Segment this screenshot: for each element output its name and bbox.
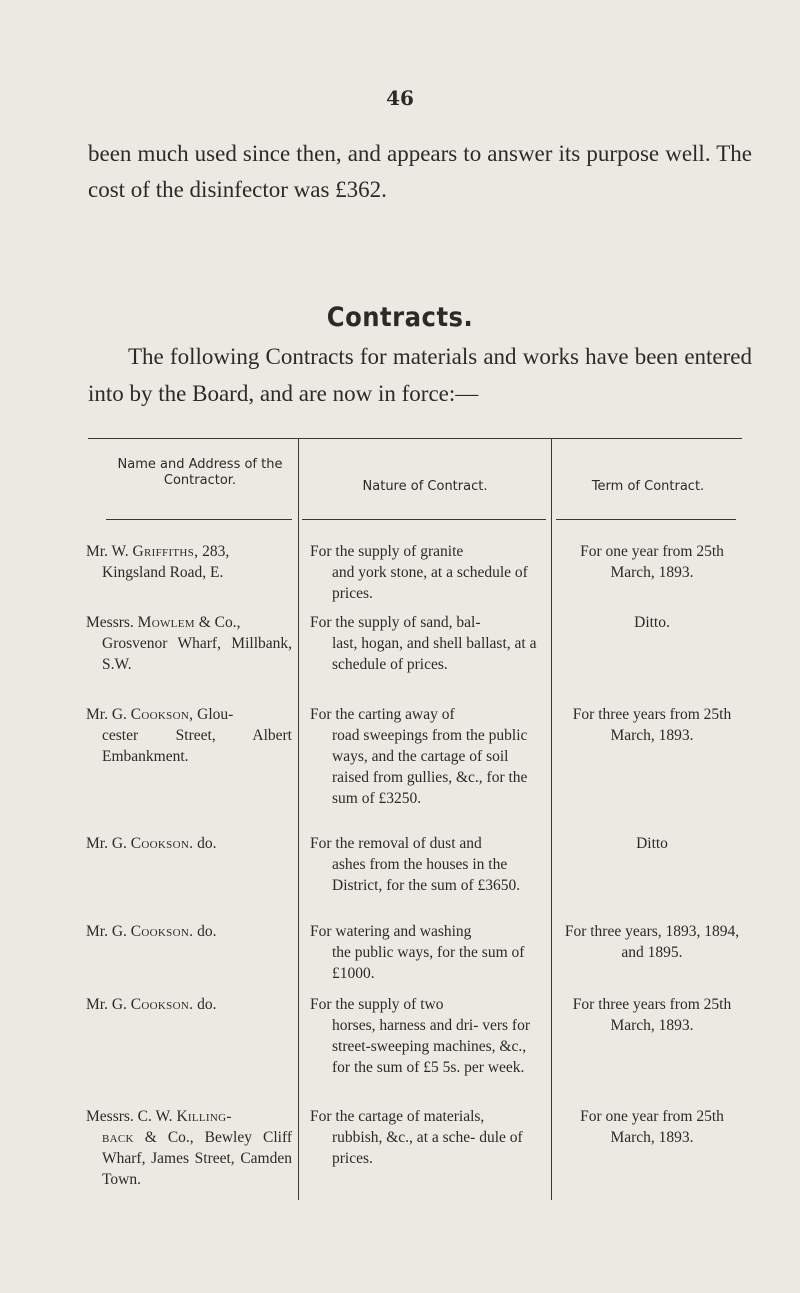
- contractor-name: Cookson.: [130, 996, 194, 1013]
- nature-continuation: the public ways, for the sum of £1000.: [332, 944, 525, 982]
- term-cell: For one year from 25th March, 1893.: [580, 1108, 724, 1146]
- contractor-address: back & Co., Bewley Cliff Wharf, James Street, Camden Town.: [102, 1129, 292, 1188]
- contractor-address-first: do.: [193, 923, 217, 940]
- nature-continuation: horses, harness and dri- vers for street-sweeping machines, &c., for the sum of £5 5s. per week.: [332, 1017, 530, 1076]
- contractor-cell: [86, 541, 292, 583]
- contractor-prefix: Messrs.: [86, 614, 138, 631]
- contractor-address-first: 283,: [198, 543, 230, 560]
- header-contractor: Name and Address of the Contractor.: [117, 457, 283, 488]
- contractor-address: Grosvenor Wharf, Millbank, S.W.: [102, 635, 292, 673]
- header-underline-2: [302, 519, 546, 520]
- contractor-cell: [86, 994, 292, 1015]
- contractor-name: Cookson.: [130, 835, 194, 852]
- contractor-address-first: Glou-: [193, 706, 234, 723]
- contractor-prefix: Mr. W.: [86, 543, 133, 560]
- term-cell: For three years from 25th March, 1893.: [572, 706, 732, 744]
- contractor-address-first: & Co.,: [194, 614, 241, 631]
- contractor-prefix: Mr. G.: [86, 923, 131, 940]
- column-divider-2: [551, 438, 552, 1200]
- contractor-address: Kingsland Road, E.: [102, 564, 224, 581]
- nature-first-line: For watering and washing: [310, 923, 472, 940]
- contractor-name: Killing-: [176, 1108, 232, 1125]
- contractor-name: Cookson.: [130, 923, 194, 940]
- header-underline-1: [106, 519, 292, 520]
- nature-continuation: last, hogan, and shell ballast, at a schedule of prices.: [332, 635, 537, 673]
- nature-cell: [310, 921, 543, 984]
- nature-continuation: and york stone, at a schedule of prices.: [332, 564, 528, 602]
- contractor-prefix: Mr. G.: [86, 706, 131, 723]
- contractor-cell: [86, 921, 292, 942]
- term-cell: For one year from 25th March, 1893.: [580, 543, 724, 581]
- nature-cell: [310, 833, 543, 896]
- contractor-name: Griffiths,: [132, 543, 199, 560]
- contractor-name: Cookson,: [130, 706, 194, 723]
- nature-cell: [310, 541, 543, 604]
- header-term: Term of Contract.: [591, 479, 705, 494]
- contractor-prefix: Mr. G.: [86, 996, 131, 1013]
- contractor-cell: [86, 833, 292, 854]
- term-cell: For three years from 25th March, 1893.: [572, 996, 732, 1034]
- nature-first-line: For the supply of granite: [310, 543, 464, 560]
- contractor-prefix: Messrs. C. W.: [86, 1108, 177, 1125]
- page-number: 46: [386, 86, 414, 110]
- contractor-cell: [86, 1106, 292, 1190]
- nature-first-line: For the removal of dust and: [310, 835, 482, 852]
- nature-first-line: For the carting away of: [310, 706, 455, 723]
- header-underline-3: [556, 519, 736, 520]
- table-top-rule: [88, 438, 742, 439]
- intro-paragraph: been much used since then, and appears to answer its purpose well. The cost of the disinfector was £362.: [88, 141, 752, 202]
- contractor-cell: [86, 704, 292, 767]
- term-cell: Ditto: [636, 835, 668, 852]
- column-divider-1: [298, 438, 299, 1200]
- nature-cell: [310, 612, 543, 675]
- header-nature: Nature of Contract.: [362, 479, 488, 494]
- nature-continuation: road sweepings from the public ways, and the cartage of soil raised from gullies, &c., for the sum of £3250.: [332, 727, 528, 807]
- lead-paragraph: The following Contracts for materials and works have been entered into by the Board, and are now in force:—: [88, 344, 752, 406]
- contractor-cell: [86, 612, 292, 675]
- term-cell: For three years, 1893, 1894, and 1895.: [564, 923, 740, 961]
- contractor-address: cester Street, Albert Embankment.: [102, 727, 292, 765]
- nature-cell: [310, 1106, 543, 1169]
- contractor-address-first: do.: [193, 996, 217, 1013]
- nature-first-line: For the cartage of materials,: [310, 1108, 485, 1125]
- section-heading: Contracts.: [326, 302, 474, 333]
- contractor-name: Mowlem: [137, 614, 195, 631]
- nature-cell: [310, 704, 543, 809]
- term-cell: Ditto.: [634, 614, 670, 631]
- nature-first-line: For the supply of two: [310, 996, 444, 1013]
- nature-first-line: For the supply of sand, bal-: [310, 614, 481, 631]
- nature-cell: [310, 994, 543, 1078]
- nature-continuation: ashes from the houses in the District, for the sum of £3650.: [332, 856, 521, 894]
- nature-continuation: rubbish, &c., at a sche- dule of prices.: [332, 1129, 523, 1167]
- contractor-prefix: Mr. G.: [86, 835, 131, 852]
- contractor-address-first: do.: [193, 835, 217, 852]
